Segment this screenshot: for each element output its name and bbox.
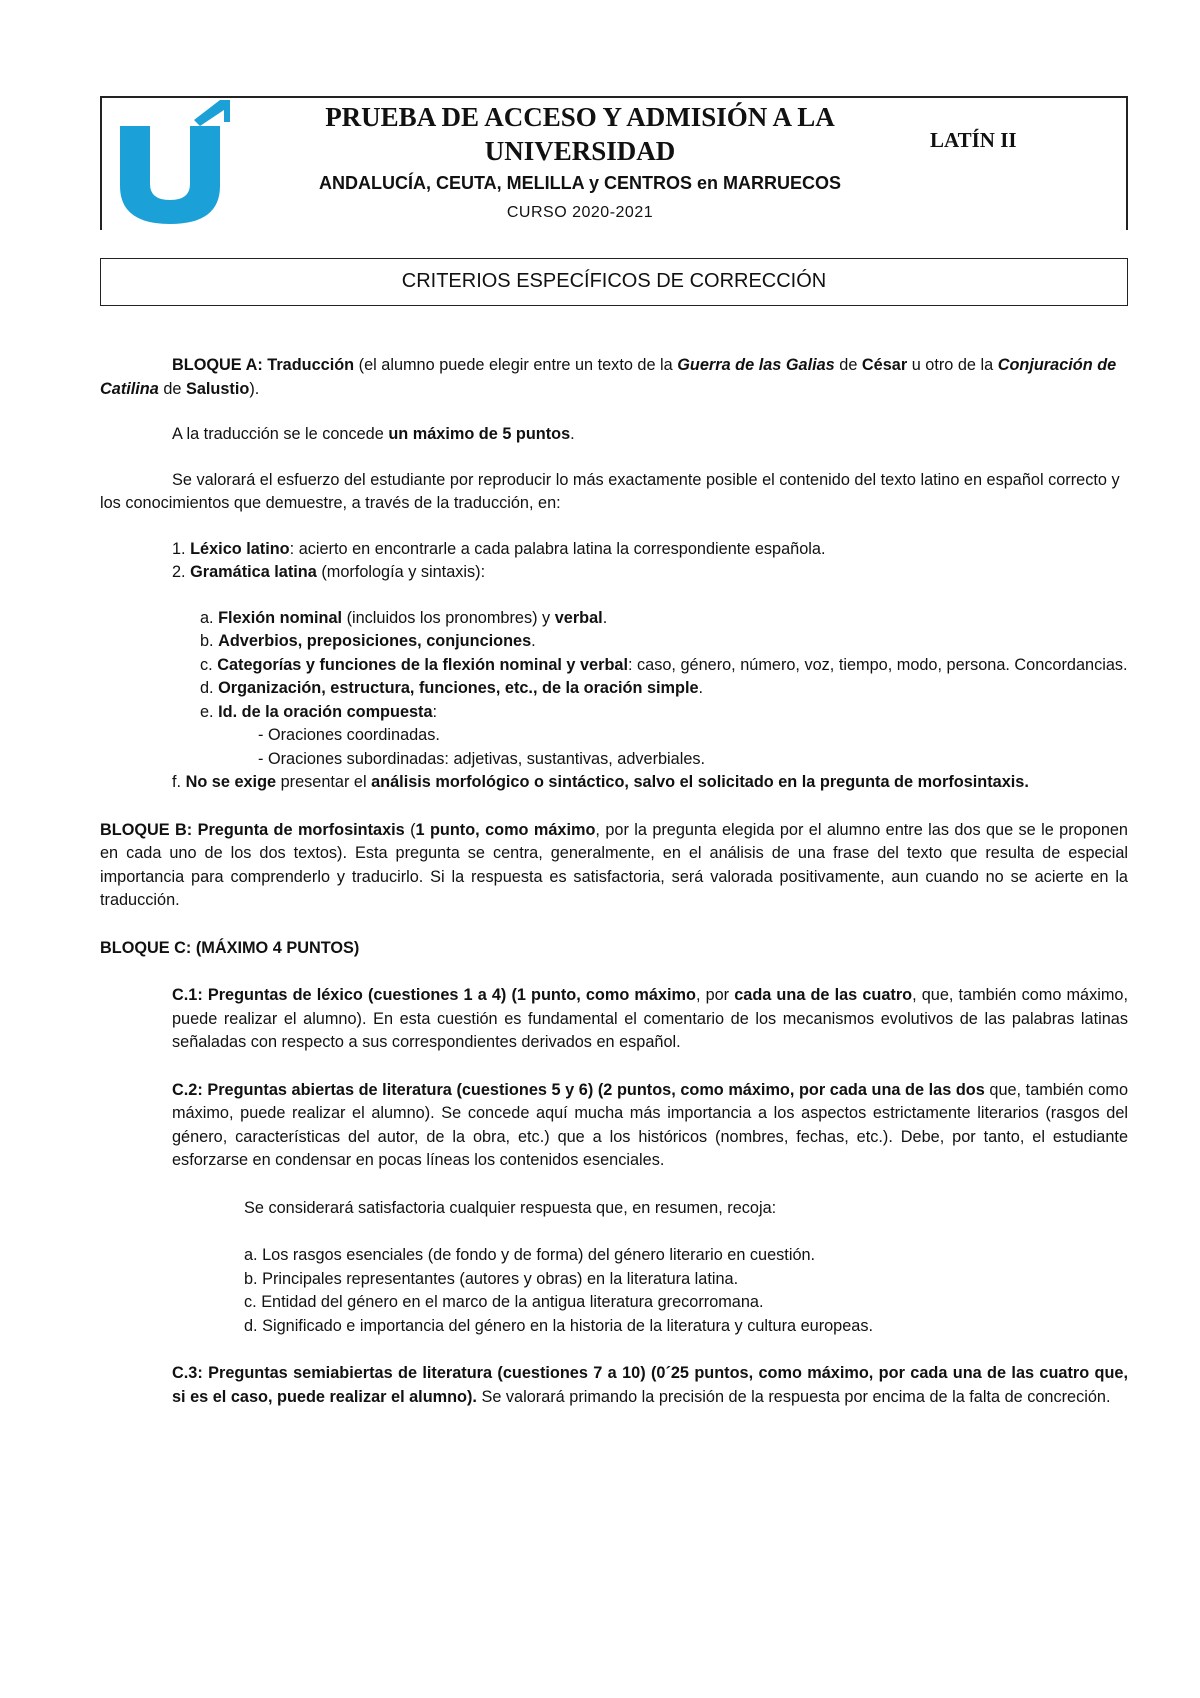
- intro-paragraph: Se valorará el esfuerzo del estudiante por reproducir lo más exactamente posible el contenido del texto latino en español correcto y los conocimientos que demuestre, a través de la traducción, en:: [100, 470, 1120, 512]
- document-body: [100, 354, 1128, 1409]
- list-item: 2. Gramática latina (morfología y sintaxis):: [172, 563, 486, 581]
- list-item: f. No se exige presentar el análisis morfológico o sintáctico, salvo el solicitado en la pregunta de morfosintaxis.: [172, 773, 1029, 791]
- course-year: CURSO 2020-2021: [506, 204, 654, 221]
- work-title: Conjuración de Catilina: [100, 356, 1117, 398]
- list-item: 1. Léxico latino: acierto en encontrarle a cada palabra latina la correspondiente española.: [172, 539, 826, 558]
- author-name: Salustio: [185, 379, 250, 398]
- list-item: b. Principales representantes (autores y obras) en la literatura latina.: [244, 1269, 739, 1288]
- max-points-paragraph: A la traducción se le concede un máximo de 5 puntos.: [172, 425, 575, 443]
- c2-paragraph: C.2: Preguntas abiertas de literatura (cuestiones 5 y 6) (2 puntos, como máximo, por cada una de las dos que, también como máximo, puede realizar el alumno). Se concede aquí mucha más importancia a los aspectos estrictamente literarios (rasgos del género, características del autor, de la obra, etc.) que a los históricos (nombres, fechas, etc.). Debe, por tanto, el estudiante esforzarse en condensar en pocas líneas los contenidos esenciales.: [172, 1080, 1128, 1169]
- title-line-2: UNIVERSIDAD: [484, 136, 676, 166]
- sub-list-item: - Oraciones coordinadas.: [258, 726, 440, 744]
- page-title: [260, 100, 900, 168]
- list-item: a. Flexión nominal (incluidos los pronombres) y verbal.: [200, 608, 608, 627]
- list-item: a. Los rasgos esenciales (de fondo y de forma) del género literario en cuestión.: [244, 1246, 816, 1264]
- list-item: e. Id. de la oración compuesta:: [200, 702, 438, 721]
- list-item: d. Organización, estructura, funciones, etc., de la oración simple.: [200, 679, 704, 697]
- university-logo: [118, 96, 238, 226]
- bloque-c-heading: BLOQUE C: (MÁXIMO 4 PUNTOS): [100, 938, 360, 957]
- region-subtitle: ANDALUCÍA, CEUTA, MELILLA y CENTROS en MARRUECOS: [319, 173, 841, 193]
- list-item: b. Adverbios, preposiciones, conjunciones.: [200, 632, 536, 650]
- list-item: c. Entidad del género en el marco de la antigua literatura grecorromana.: [244, 1293, 764, 1311]
- list-item: c. Categorías y funciones de la flexión nominal y verbal: caso, género, número, voz, tiempo, modo, persona. Concordancias.: [200, 655, 1128, 674]
- bloque-a-paragraph: BLOQUE A: Traducción (el alumno puede elegir entre un texto de la Guerra de las Galias de César u otro de la Conjuración de Catilina de Salustio).: [100, 356, 1117, 398]
- c1-paragraph: C.1: Preguntas de léxico (cuestiones 1 a 4) (1 punto, como máximo, por cada una de las cuatro, que, también como máximo, puede realizar el alumno). En esta cuestión es fundamental el comentario de los mecanismos evolutivos de las palabras latinas señaladas con respecto a sus correspondientes derivados en español.: [172, 986, 1129, 1051]
- author-name: César: [861, 356, 908, 374]
- bloque-b-paragraph: BLOQUE B: Pregunta de morfosintaxis (1 punto, como máximo, por la pregunta elegida por el alumno entre las dos que se le proponen en cada uno de los dos textos). Esta pregunta se centra, generalmente, en el análisis de una frase del texto que resulta de especial importancia para comprenderlo y traducirlo. Si la respuesta es satisfactoria, será valorada positivamente, aun cuando no se acierte en la traducción.: [100, 820, 1128, 909]
- c2-intro: Se considerará satisfactoria cualquier respuesta que, en resumen, recoja:: [244, 1198, 777, 1217]
- bloque-a-label: BLOQUE A: Traducción: [172, 356, 355, 374]
- criteria-heading: CRITERIOS ESPECÍFICOS DE CORRECCIÓN: [100, 258, 1128, 306]
- bloque-b-label: BLOQUE B: Pregunta de morfosintaxis: [100, 820, 405, 839]
- sub-list-item: - Oraciones subordinadas: adjetivas, sustantivas, adverbiales.: [258, 749, 706, 768]
- subject-label: LATÍN II: [930, 128, 1017, 152]
- work-title: Guerra de las Galias: [677, 356, 835, 374]
- c3-paragraph: C.3: Preguntas semiabiertas de literatura (cuestiones 7 a 10) (0´25 puntos, como máximo, por cada una de las cuatro que, si es el caso, puede realizar el alumno). Se valorará primando la precisión de la respuesta por encima de la falta de concreción.: [172, 1364, 1128, 1406]
- title-line-1: PRUEBA DE ACCESO Y ADMISIÓN A LA: [325, 102, 835, 132]
- list-item: d. Significado e importancia del género en la historia de la literatura y cultura europeas.: [244, 1316, 874, 1335]
